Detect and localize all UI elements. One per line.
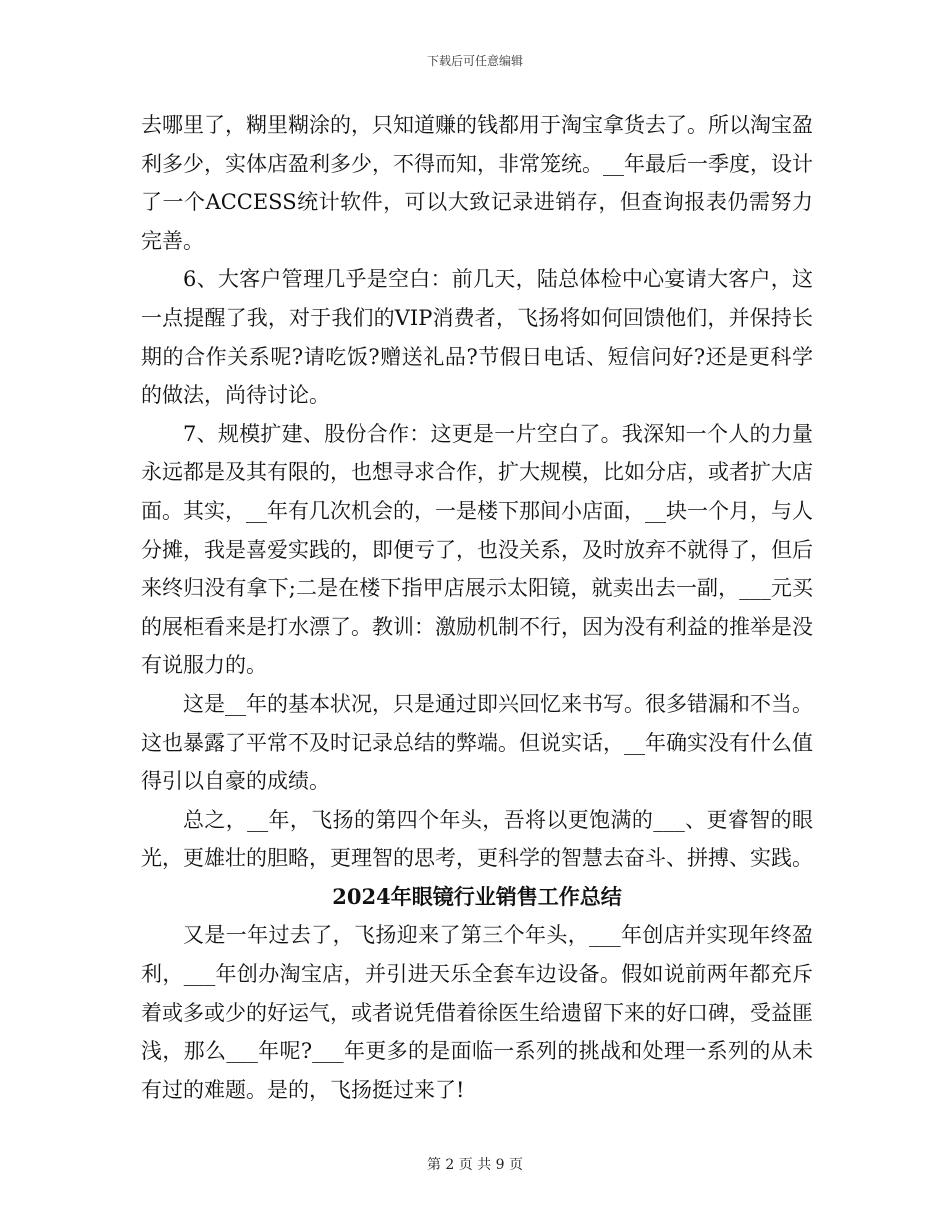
paragraph-summary-status: 这是__年的基本状况，只是通过即兴回忆来书写。很多错漏和不当。这也暴露了平常不及时记录总结的弊端。但说实话，__年确实没有什么值得引以自豪的成绩。 (141, 691, 813, 794)
paragraph-vip-customers: 6、大客户管理几乎是空白：前几天，陆总体检中心宴请大客户，这一点提醒了我，对于我们的VIP消费者，飞扬将如何回馈他们，并保持长期的合作关系呢?请吃饭?赠送礼品?节假日电话、短信问好?还是更科学的做法，尚待讨论。 (141, 267, 813, 408)
paragraph-conclusion: 总之，__年，飞扬的第四个年头，吾将以更饱满的___、更睿智的眼光，更雄壮的胆略，更理智的思考，更科学的智慧去奋斗、拼搏、实践。 (141, 807, 813, 871)
page-header-note: 下载后可任意编辑 (426, 54, 523, 68)
paragraph-expansion: 7、规模扩建、股份合作：这更是一片空白了。我深知一个人的力量永远都是及其有限的，也想寻求合作，扩大规模，比如分店，或者扩大店面。其实，__年有几次机会的，一是楼下那间小店面，__块一个月，与人分摊，我是喜爱实践的，即便亏了，也没关系，及时放弃不就得了，但后来终归没有拿下;二是在楼下指甲店展示太阳镜，就卖出去一副，___元买的展柜看来是打水漂了。教训：激励机制不行，因为没有利益的推举是没有说服力的。 (141, 421, 813, 678)
page-number: 第 2 页 共 9 页 (426, 1157, 524, 1173)
document-body (141, 106, 813, 1109)
section-title: 2024年眼镜行业销售工作总结 (332, 883, 622, 909)
continuation-paragraph: 去哪里了，糊里糊涂的，只知道赚的钱都用于淘宝拿货去了。所以淘宝盈利多少，实体店盈利多少，不得而知，非常笼统。__年最后一季度，设计了一个ACCESS统计软件，可以大致记录进销存，但查询报表仍需努力完善。 (141, 113, 813, 253)
section-intro-paragraph: 又是一年过去了，飞扬迎来了第三个年头，___年创店并实现年终盈利，___年创办淘宝店，并引进天乐全套车边设备。假如说前两年都充斥着或多或少的好运气，或者说凭借着徐医生给遗留下来的好口碑，受益匪浅，那么___年呢?___年更多的是面临一系列的挑战和处理一系列的从未有过的难题。是的，飞扬挺过来了! (141, 923, 813, 1102)
